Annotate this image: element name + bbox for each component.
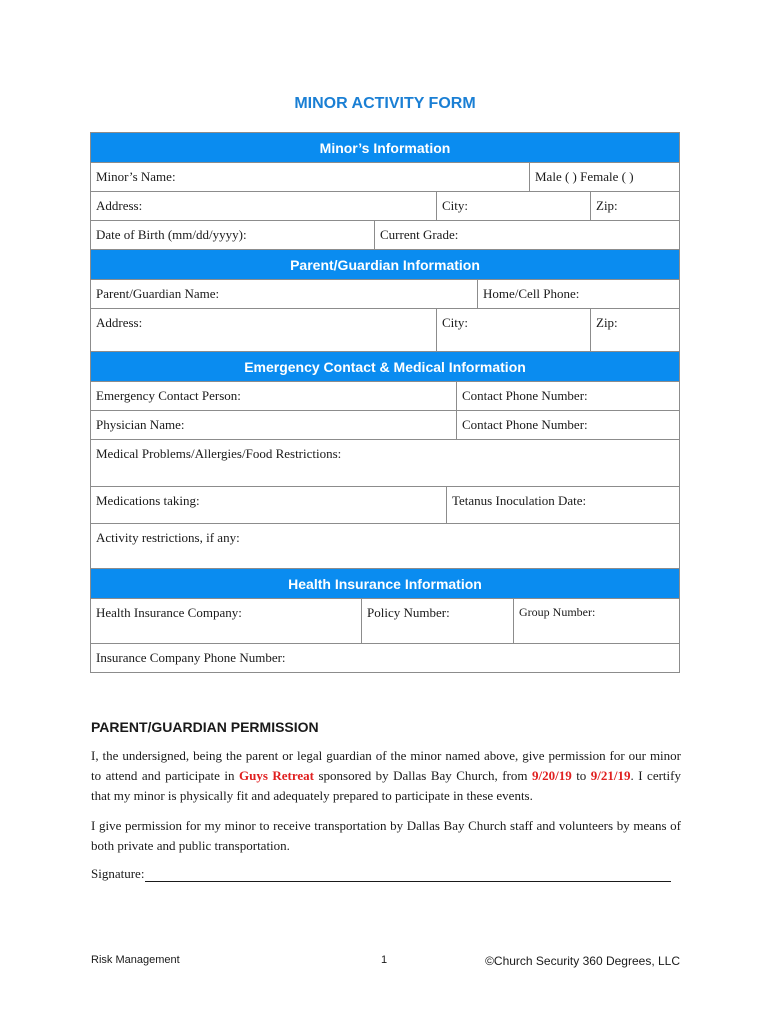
parent-phone-field[interactable]: Home/Cell Phone:	[483, 286, 580, 301]
parent-zip-field[interactable]: Zip:	[596, 315, 618, 330]
permission-paragraph	[91, 746, 681, 806]
physician-name-field[interactable]: Physician Name:	[91, 411, 457, 439]
minor-address-row	[91, 192, 679, 221]
minor-city-field[interactable]: City:	[437, 192, 591, 220]
physician-row	[91, 411, 679, 440]
permission-title: PARENT/GUARDIAN PERMISSION	[91, 719, 319, 735]
signature-line[interactable]	[145, 868, 671, 882]
emergency-info-header: Emergency Contact & Medical Information	[91, 352, 679, 382]
medical-problems-field[interactable]: Medical Problems/Allergies/Food Restrictions:	[96, 446, 342, 461]
parent-address-field[interactable]: Address:	[91, 309, 437, 351]
emergency-contact-field[interactable]: Emergency Contact Person:	[91, 382, 457, 410]
date-to: 9/21/19	[590, 768, 631, 783]
insurance-phone-field[interactable]: Insurance Company Phone Number:	[96, 650, 286, 665]
permission-text-a: I, the undersigned, being the parent or legal guardian of the minor named above, give permission for our minor to attend and participate in	[91, 748, 681, 783]
insurance-company-field[interactable]: Health Insurance Company:	[91, 599, 362, 643]
parent-info-header: Parent/Guardian Information	[91, 250, 679, 280]
minor-dob-field[interactable]: Date of Birth (mm/dd/yyyy):	[91, 221, 375, 249]
medications-field[interactable]: Medications taking:	[91, 487, 447, 523]
parent-address-row	[91, 309, 679, 352]
signature-label: Signature:	[91, 866, 145, 881]
group-number-field[interactable]: Group Number:	[519, 605, 596, 619]
minor-name-field[interactable]: Minor’s Name:	[91, 163, 530, 191]
minor-gender-field[interactable]: Male ( ) Female ( )	[535, 169, 634, 184]
signature-row	[91, 866, 671, 882]
emergency-contact-row	[91, 382, 679, 411]
event-name: Guys Retreat	[239, 768, 314, 783]
parent-name-row	[91, 280, 679, 309]
activity-form-table	[90, 132, 680, 673]
parent-name-field[interactable]: Parent/Guardian Name:	[91, 280, 478, 308]
permission-text-b: sponsored by Dallas Bay Church, from	[314, 768, 532, 783]
activity-restrictions-row	[91, 524, 679, 569]
minor-dob-row	[91, 221, 679, 250]
tetanus-date-field[interactable]: Tetanus Inoculation Date:	[452, 493, 587, 508]
insurance-company-row	[91, 599, 679, 644]
medical-problems-row	[91, 440, 679, 487]
parent-city-field[interactable]: City:	[437, 309, 591, 351]
minor-info-header: Minor’s Information	[91, 133, 679, 163]
page-number: 1	[381, 954, 388, 966]
permission-text-d: . I certify that my minor is physically fit and adequately prepared to participate in these events.	[91, 768, 681, 803]
date-from: 9/20/19	[531, 768, 572, 783]
emergency-phone-field[interactable]: Contact Phone Number:	[462, 388, 588, 403]
permission-text-c: to	[571, 768, 591, 783]
activity-restrictions-field[interactable]: Activity restrictions, if any:	[96, 530, 240, 545]
minor-zip-field[interactable]: Zip:	[596, 198, 618, 213]
minor-name-row	[91, 163, 679, 192]
medications-row	[91, 487, 679, 524]
footer-left: Risk Management	[91, 954, 180, 966]
minor-grade-field[interactable]: Current Grade:	[380, 227, 459, 242]
insurance-info-header: Health Insurance Information	[91, 569, 679, 599]
minor-address-field[interactable]: Address:	[91, 192, 437, 220]
transportation-paragraph: I give permission for my minor to receive transportation by Dallas Bay Church staff and volunteers by means of both private and public transportation.	[91, 818, 681, 853]
policy-number-field[interactable]: Policy Number:	[362, 599, 514, 643]
physician-phone-field[interactable]: Contact Phone Number:	[462, 417, 588, 432]
footer-copyright: ©Church Security 360 Degrees, LLC	[485, 954, 680, 968]
form-title: MINOR ACTIVITY FORM	[294, 95, 476, 112]
insurance-phone-row	[91, 644, 679, 672]
